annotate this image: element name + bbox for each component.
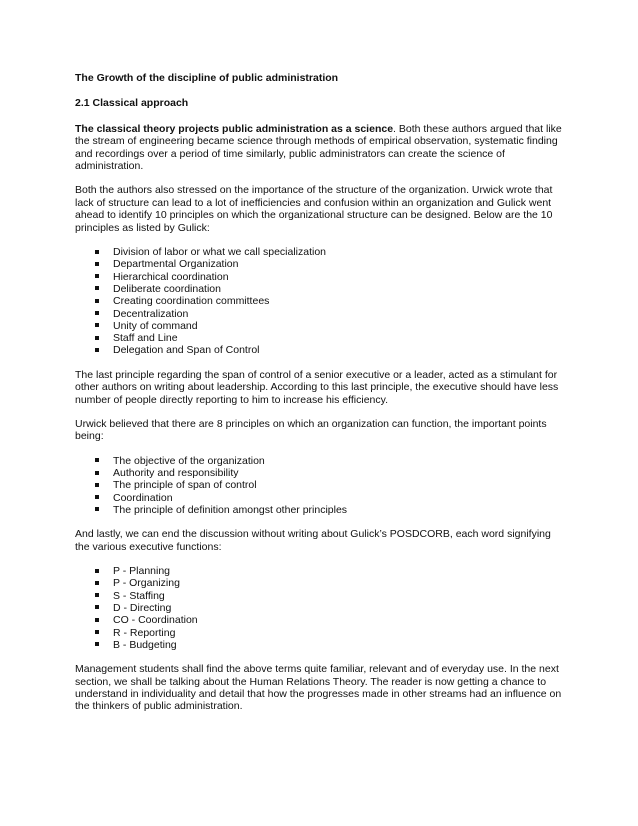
bullet-square-icon — [95, 299, 99, 303]
paragraph-classical-theory — [75, 123, 565, 173]
list-item: Staff and Line — [75, 332, 565, 344]
list-item: Departmental Organization — [75, 258, 565, 270]
bullet-square-icon — [95, 569, 99, 573]
bullet-square-icon — [95, 495, 99, 499]
list-item: R - Reporting — [75, 627, 565, 639]
paragraph-posdcorb: And lastly, we can end the discussion without writing about Gulick’s POSDCORB, each word signifying the various executive functions: — [75, 528, 551, 553]
list-item: S - Staffing — [75, 590, 565, 602]
posdcorb-list — [75, 565, 565, 651]
bullet-square-icon — [95, 507, 99, 511]
list-item: Delegation and Span of Control — [75, 344, 565, 356]
bullet-square-icon — [95, 336, 99, 340]
bullet-square-icon — [95, 593, 99, 597]
paragraph-structure: Both the authors also stressed on the importance of the structure of the organization. Urwick wrote that lack of structure can lead to a lot of inefficiencies and confusion within an organization and Gulick went ahead to identify 10 principles on which the organizational structure can be designed. Below are the 10 principles as listed by Gulick: — [75, 184, 553, 234]
list-item: The objective of the organization — [75, 455, 565, 467]
document-page — [75, 72, 565, 725]
bullet-square-icon — [95, 311, 99, 315]
bullet-square-icon — [95, 348, 99, 352]
list-item: P - Planning — [75, 565, 565, 577]
bullet-square-icon — [95, 618, 99, 622]
section-heading: 2.1 Classical approach — [75, 97, 189, 110]
bullet-square-icon — [95, 605, 99, 609]
list-item: P - Organizing — [75, 577, 565, 589]
bullet-square-icon — [95, 642, 99, 646]
list-item: Hierarchical coordination — [75, 271, 565, 283]
bullet-square-icon — [95, 262, 99, 266]
gulick-principles-list — [75, 246, 565, 357]
paragraph-urwick-principles: Urwick believed that there are 8 principles on which an organization can function, the important points being: — [75, 417, 547, 443]
bullet-square-icon — [95, 286, 99, 290]
list-item: The principle of span of control — [75, 479, 565, 491]
list-item: Coordination — [75, 492, 565, 504]
list-item: CO - Coordination — [75, 614, 565, 626]
bullet-square-icon — [95, 274, 99, 278]
bullet-square-icon — [95, 250, 99, 254]
list-item: Deliberate coordination — [75, 283, 565, 295]
bullet-square-icon — [95, 581, 99, 585]
bullet-square-icon — [95, 483, 99, 487]
list-item: Division of labor or what we call specialization — [75, 246, 565, 258]
list-item: B - Budgeting — [75, 639, 565, 651]
document-title: The Growth of the discipline of public administration — [75, 72, 339, 84]
list-item: Unity of command — [75, 320, 565, 332]
list-item: Authority and responsibility — [75, 467, 565, 479]
list-item: Decentralization — [75, 308, 565, 320]
bullet-square-icon — [95, 471, 99, 475]
bullet-square-icon — [95, 458, 99, 462]
bullet-square-icon — [95, 630, 99, 634]
list-item: D - Directing — [75, 602, 565, 614]
paragraph-closing: Management students shall find the above terms quite familiar, relevant and of everyday use. In the next section, we shall be talking about the Human Relations Theory. The reader is now getting a chance to understand in individuality and detail that how the progresses made in other streams had an influence on the thinkers of public administration. — [75, 663, 562, 713]
list-item: The principle of definition amongst other principles — [75, 504, 565, 516]
list-item: Creating coordination committees — [75, 295, 565, 307]
paragraph-span-of-control: The last principle regarding the span of control of a senior executive or a leader, acted as a stimulant for other authors on writing about leadership. According to this last principle, the executive should have less number of people directly reporting to him to increase his efficiency. — [75, 368, 559, 406]
paragraph-rest: . Both these authors argued that like the stream of engineering became science through methods of empirical observation, systematic finding and recordings over a period of time similarly, public administrators can create the science of administration. — [75, 122, 562, 173]
paragraph-bold-lead: The classical theory projects public administration as a science — [75, 122, 394, 135]
bullet-square-icon — [95, 323, 99, 327]
urwick-principles-list — [75, 455, 565, 516]
